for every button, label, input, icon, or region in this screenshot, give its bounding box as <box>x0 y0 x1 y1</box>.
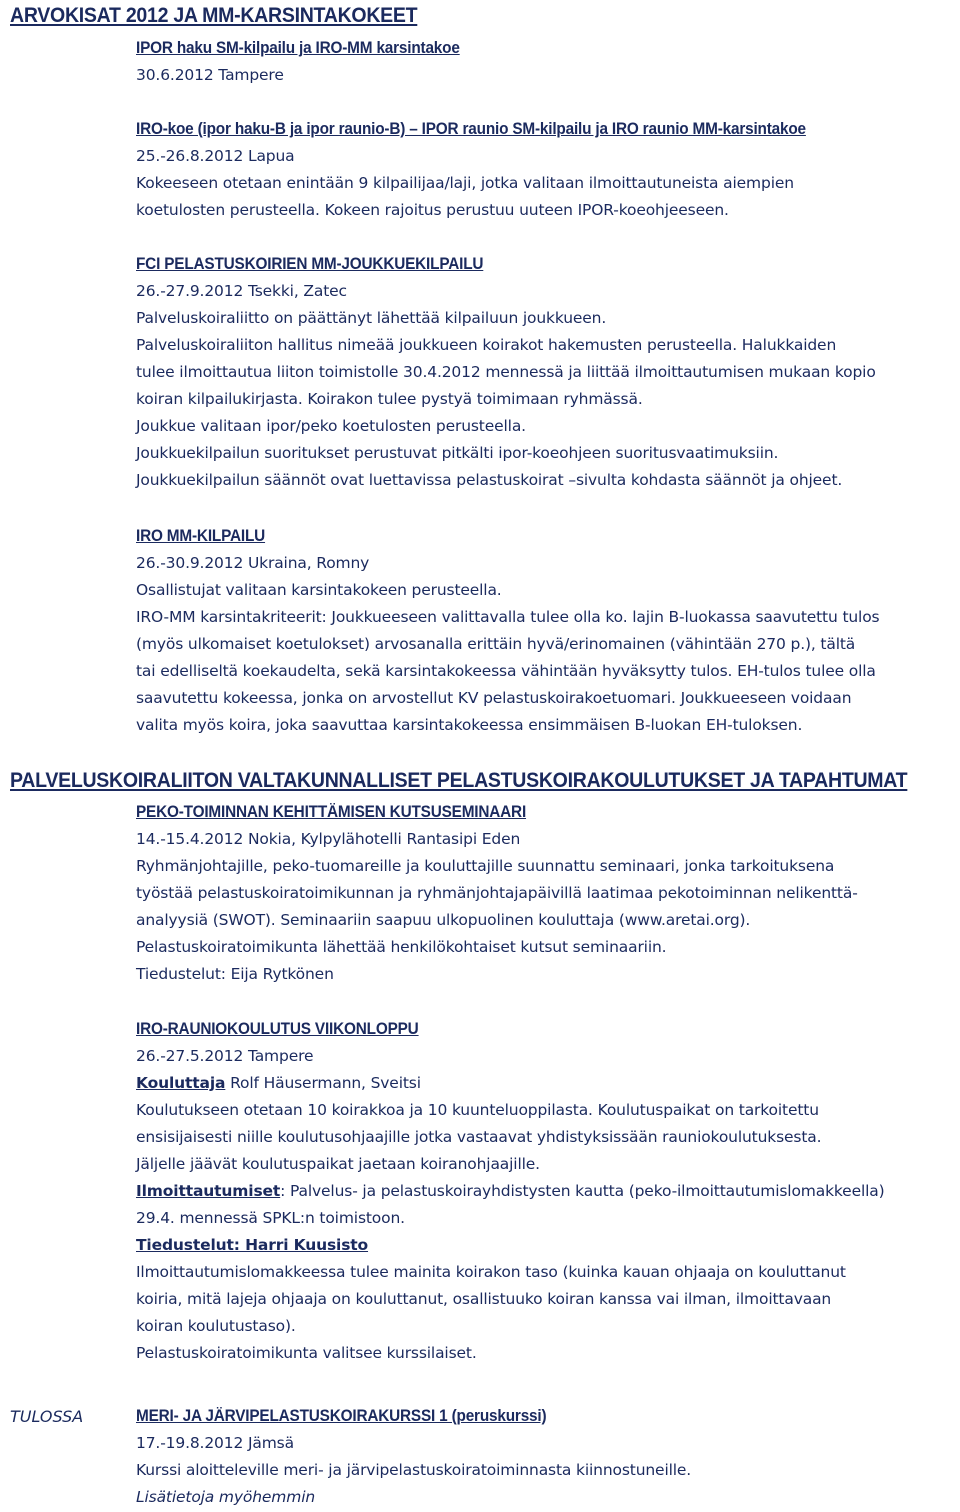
section-title-ipor: IPOR haku SM-kilpailu ja IRO-MM karsintakoe <box>136 39 460 57</box>
section-fci <box>136 251 952 494</box>
peko-line: Ryhmänjohtajille, peko-tuomareille ja kouluttajille suunnattu seminaari, jonka tarkoituksena <box>136 857 835 875</box>
iro-mm-line: 26.-30.9.2012 Ukraina, Romny <box>136 554 370 572</box>
raunio-date: 26.-27.5.2012 Tampere <box>136 1047 314 1065</box>
section-meri <box>136 1403 952 1511</box>
peko-line: työstää pelastuskoiratoimikunnan ja ryhmänjohtajapäivillä laatimaa pekotoiminnan nelikenttä- <box>136 884 858 902</box>
section-title-fci: FCI PELASTUSKOIRIEN MM-JOUKKUEKILPAILU <box>136 255 484 273</box>
iro-mm-line: Osallistujat valitaan karsintakokeen perusteella. <box>136 581 502 599</box>
section-peko <box>136 799 952 988</box>
signup-value: : Palvelus- ja pelastuskoirayhdistysten kautta (peko-ilmoittautumislomakkeella) <box>280 1182 885 1200</box>
heading-arvokisat: ARVOKISAT 2012 JA MM-KARSINTAKOKEET <box>10 4 418 27</box>
raunio-signup <box>136 1178 952 1205</box>
raunio-line: Ilmoittautumislomakkeessa tulee mainita koirakon taso (kuinka kauan ohjaaja on kouluttanut <box>136 1263 846 1281</box>
trainer-value: Rolf Häusermann, Sveitsi <box>225 1074 421 1092</box>
raunio-trainer <box>136 1070 952 1097</box>
iro-koe-line: 25.-26.8.2012 Lapua <box>136 147 295 165</box>
fci-line: Palveluskoiraliitto on päättänyt lähettää kilpailuun joukkueen. <box>136 309 607 327</box>
peko-line: Tiedustelut: Eija Rytkönen <box>136 965 334 983</box>
raunio-line: ensisijaisesti niille koulutusohjaajille jotka vastaavat yhdistyksissään rauniokoulutuksesta. <box>136 1128 822 1146</box>
meri-more-info: Lisätietoja myöhemmin <box>136 1488 316 1506</box>
iro-mm-line: saavutettu kokeessa, jonka on arvostellut KV pelastuskoirakoetuomari. Joukkueeseen voidaan <box>136 689 852 707</box>
ipor-date: 30.6.2012 Tampere <box>136 66 284 84</box>
iro-mm-line: (myös ulkomaiset koetulokset) arvosanalla erittäin hyvä/erinomainen (vähintään 270 p.), tältä <box>136 635 856 653</box>
fci-line: 26.-27.9.2012 Tsekki, Zatec <box>136 282 347 300</box>
iro-mm-line: valita myös koira, joka saavuttaa karsintakokeessa ensimmäisen B-luokan EH-tuloksen. <box>136 716 803 734</box>
raunio-line: Pelastuskoiratoimikunta valitsee kurssilaiset. <box>136 1344 477 1362</box>
raunio-line: Jäljelle jäävät koulutuspaikat jaetaan koiranohjaajille. <box>136 1155 540 1173</box>
peko-line: analyysiä (SWOT). Seminaariin saapuu ulkopuolinen kouluttaja (www.aretai.org). <box>136 911 751 929</box>
fci-line: Joukkue valitaan ipor/peko koetulosten perusteella. <box>136 417 526 435</box>
peko-line: 14.-15.4.2012 Nokia, Kylpylähotelli Rantasipi Eden <box>136 830 521 848</box>
iro-mm-line: tai edelliseltä koekaudelta, sekä karsintakokeessa vähintään hyväksytty tulos. EH-tulos tulee olla <box>136 662 876 680</box>
meri-line: 17.-19.8.2012 Jämsä <box>136 1434 294 1452</box>
fci-line: Joukkuekilpailun suoritukset perustuvat pitkälti ipor-koeohjeen suoritusvaatimuksiin. <box>136 444 779 462</box>
section-raunio <box>136 1016 952 1367</box>
iro-koe-line: koetulosten perusteella. Kokeen rajoitus perustuu uuteen IPOR-koeohjeeseen. <box>136 201 729 219</box>
meri-line: Kurssi aloitteleville meri- ja järvipelastuskoiratoiminnasta kiinnostuneille. <box>136 1461 692 1479</box>
trainer-label: Kouluttaja <box>136 1074 226 1092</box>
raunio-line: koiran koulutustaso). <box>136 1317 296 1335</box>
raunio-inquiry <box>136 1232 952 1259</box>
section-title-peko: PEKO-TOIMINNAN KEHITTÄMISEN KUTSUSEMINAARI <box>136 803 527 821</box>
raunio-signup-line2: 29.4. mennessä SPKL:n toimistoon. <box>136 1209 405 1227</box>
signup-label: Ilmoittautumiset <box>136 1182 281 1200</box>
fci-line: koiran kilpailukirjasta. Koirakon tulee pystyä toimimaan ryhmässä. <box>136 390 643 408</box>
iro-koe-line: Kokeeseen otetaan enintään 9 kilpailijaa/laji, jotka valitaan ilmoittautuneista aiempien <box>136 174 794 192</box>
iro-mm-line: IRO-MM karsintakriteerit: Joukkueeseen valittavalla tulee olla ko. lajin B-luokassa saavutettu tulos <box>136 608 880 626</box>
inquiry-label: Tiedustelut: Harri Kuusisto <box>136 1236 369 1254</box>
tulossa-label: TULOSSA <box>10 1407 84 1426</box>
fci-line: Joukkuekilpailun säännöt ovat luettavissa pelastuskoirat –sivulta kohdasta säännöt ja ohjeet. <box>136 471 843 489</box>
section-iro-koe <box>136 116 952 224</box>
section-title-iro-mm: IRO MM-KILPAILU <box>136 527 266 545</box>
section-ipor <box>136 35 952 89</box>
section-iro-mm <box>136 523 952 739</box>
section-title-raunio: IRO-RAUNIOKOULUTUS VIIKONLOPPU <box>136 1020 419 1038</box>
raunio-line: Koulutukseen otetaan 10 koirakkoa ja 10 kuunteluoppilasta. Koulutuspaikat on tarkoitettu <box>136 1101 819 1119</box>
raunio-line: koiria, mitä lajeja ohjaaja on kouluttanut, osallistuuko koiran kanssa vai ilman, ilmoittavaan <box>136 1290 832 1308</box>
peko-line: Pelastuskoiratoimikunta lähettää henkilökohtaiset kutsut seminaariin. <box>136 938 667 956</box>
section-title-meri: MERI- JA JÄRVIPELASTUSKOIRAKURSSI 1 (peruskurssi) <box>136 1407 547 1425</box>
heading-palveluskoiraliitto: PALVELUSKOIRALIITON VALTAKUNNALLISET PELASTUSKOIRAKOULUTUKSET JA TAPAHTUMAT <box>10 769 908 792</box>
fci-line: tulee ilmoittautua liiton toimistolle 30.4.2012 mennessä ja liittää ilmoittautumisen mukaan kopio <box>136 363 876 381</box>
section-title-iro-koe: IRO-koe (ipor haku-B ja ipor raunio-B) – IPOR raunio SM-kilpailu ja IRO raunio MM-karsintakoe <box>136 120 806 138</box>
fci-line: Palveluskoiraliiton hallitus nimeää joukkueen koirakot hakemusten perusteella. Halukkaiden <box>136 336 837 354</box>
